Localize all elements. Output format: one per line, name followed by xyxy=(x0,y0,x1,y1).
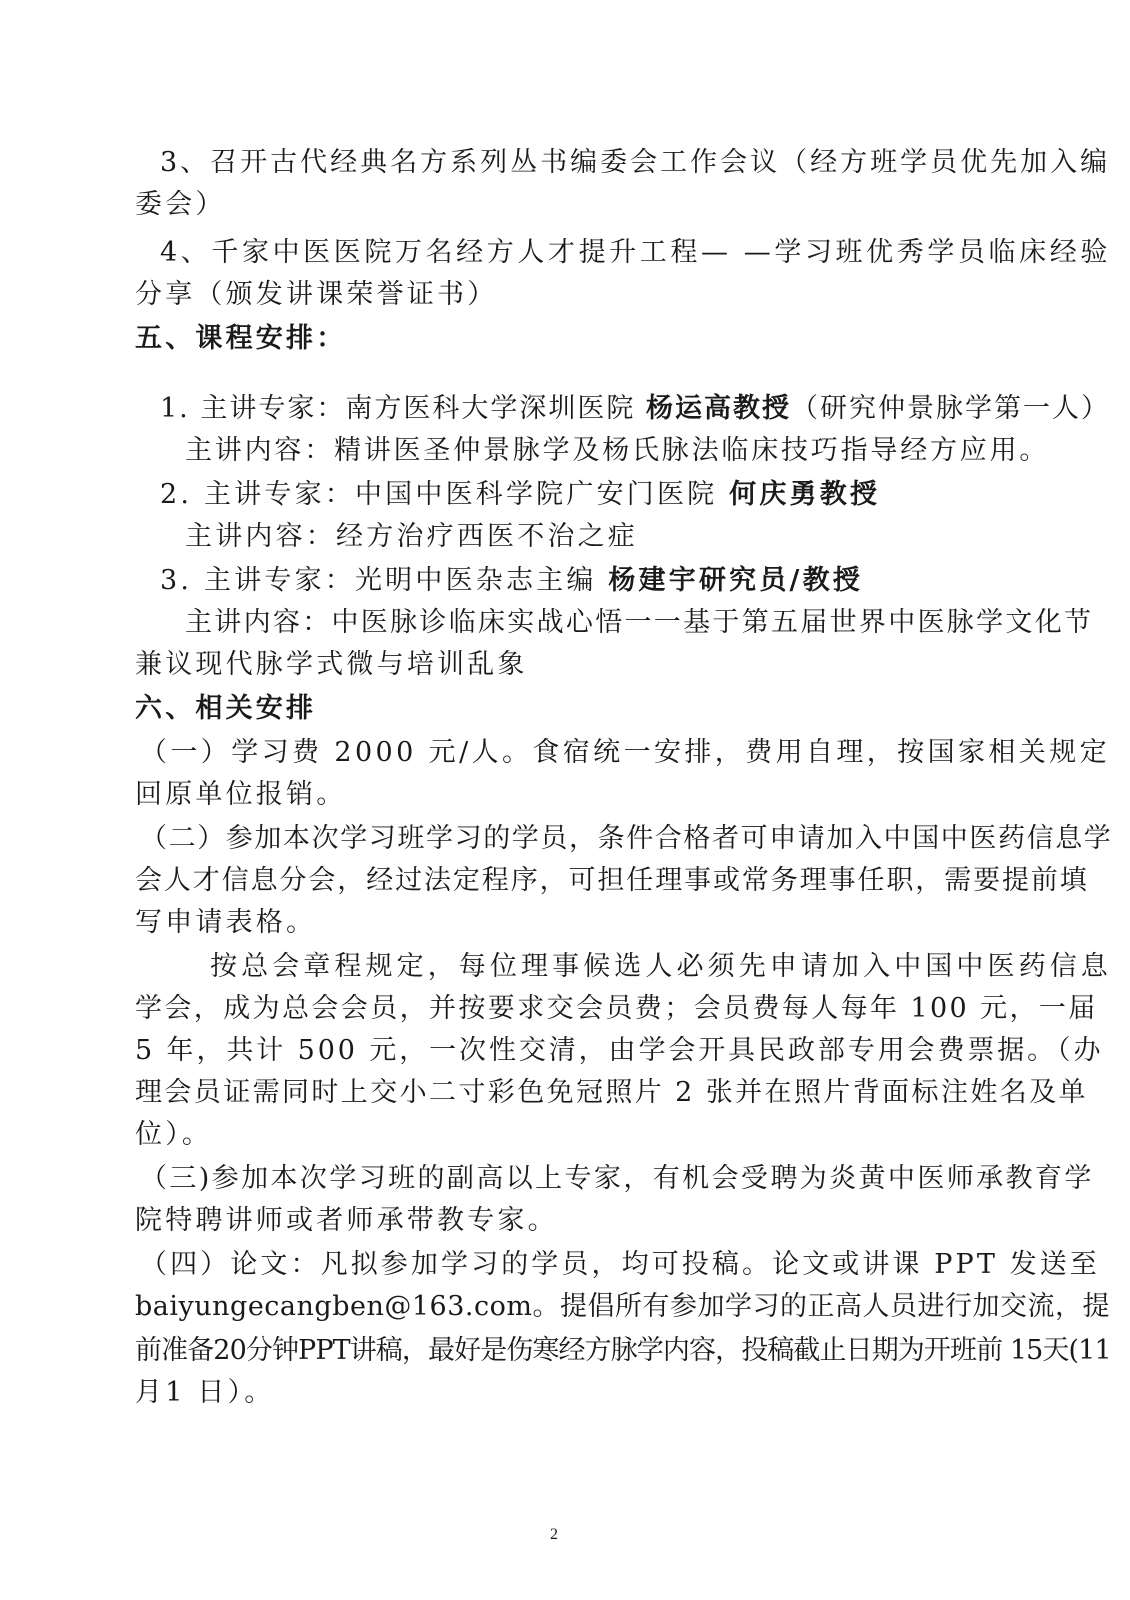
course-1-expert-name: 杨运高教授 xyxy=(645,393,791,424)
arrangement-4-line-1: （四）论文：凡拟参加学习的学员，均可投稿。论文或讲课 PPT 发送至 xyxy=(140,1249,1100,1280)
course-1-number: 1. xyxy=(160,393,190,424)
item-3-line-2: 委会） xyxy=(135,189,226,220)
item-4-line-2: 分享（颁发讲课荣誉证书） xyxy=(135,279,498,310)
membership-line-4: 理会员证需同时上交小二寸彩色免冠照片 2 张并在照片背面标注姓名及单 xyxy=(135,1077,1088,1108)
arrangement-2-line-3: 写申请表格。 xyxy=(135,907,317,938)
course-2-expert xyxy=(160,478,880,512)
course-3-expert xyxy=(160,564,863,598)
course-2-number: 2. xyxy=(160,479,193,510)
course-2-content: 主讲内容：经方治疗西医不治之症 xyxy=(185,521,638,552)
section-6-heading: 六、相关安排 xyxy=(135,693,317,724)
course-2-expert-label: 主讲专家：中国中医科学院广安门医院 xyxy=(203,479,730,510)
arrangement-2-line-1: （二）参加本次学习班学习的学员，条件合格者可申请加入中国中医药信息学 xyxy=(140,823,1113,854)
course-3-number: 3. xyxy=(160,565,193,596)
course-1-expert xyxy=(160,392,1110,426)
item-4-line-1: 4、千家中医医院万名经方人才提升工程— —学习班优秀学员临床经验 xyxy=(160,237,1111,268)
arrangement-4-line-4: 月1 日）。 xyxy=(135,1377,275,1408)
course-3-expert-name: 杨建宇研究员/教授 xyxy=(608,565,864,596)
arrangement-4-line-2: baiyungecangben@163.com。提倡所有参加学习的正高人员进行加交流，提 xyxy=(135,1291,1110,1322)
course-3-content-line-2: 兼议现代脉学式微与培训乱象 xyxy=(135,649,528,680)
course-2-expert-name: 何庆勇教授 xyxy=(729,479,881,510)
item-3-line-1: 3、召开古代经典名方系列丛书编委会工作会议（经方班学员优先加入编 xyxy=(160,147,1111,178)
arrangement-3-line-2: 院特聘讲师或者师承带教专家。 xyxy=(135,1205,558,1236)
arrangement-4-line-3: 前准备20分钟PPT讲稿，最好是伤寒经方脉学内容，投稿截止日期为开班前 15天(11 xyxy=(135,1335,1111,1366)
course-1-expert-note: （研究仲景脉学第一人） xyxy=(790,393,1110,424)
page-number: 2 xyxy=(550,1526,558,1543)
section-5-heading: 五、课程安排： xyxy=(135,323,347,354)
membership-line-1: 按总会章程规定，每位理事候选人必须先申请加入中国中医药信息 xyxy=(210,951,1112,982)
membership-line-3: 5 年，共计 500 元，一次性交清，由学会开具民政部专用会费票据。（办 xyxy=(135,1035,1104,1066)
arrangement-2-line-2: 会人才信息分会，经过法定程序，可担任理事或常务理事任职，需要提前填 xyxy=(135,865,1089,896)
course-1-content: 主讲内容：精讲医圣仲景脉学及杨氏脉法临床技巧指导经方应用。 xyxy=(185,435,1050,466)
course-3-content-line-1: 主讲内容：中医脉诊临床实战心悟一一基于第五届世界中医脉学文化节 xyxy=(185,607,1094,638)
membership-line-2: 学会，成为总会会员，并按要求交会员费；会员费每人每年 100 元，一届 xyxy=(135,993,1098,1024)
course-1-expert-label: 主讲专家：南方医科大学深圳医院 xyxy=(200,393,646,424)
arrangement-1-line-2: 回原单位报销。 xyxy=(135,779,347,810)
membership-line-5: 位）。 xyxy=(135,1119,213,1150)
arrangement-3-line-1: （三)参加本次学习班的副高以上专家，有机会受聘为炎黄中医师承教育学 xyxy=(140,1163,1094,1194)
arrangement-1-line-1: （一）学习费 2000 元/人。食宿统一安排，费用自理，按国家相关规定 xyxy=(140,737,1110,768)
course-3-expert-label: 主讲专家：光明中医杂志主编 xyxy=(203,565,609,596)
